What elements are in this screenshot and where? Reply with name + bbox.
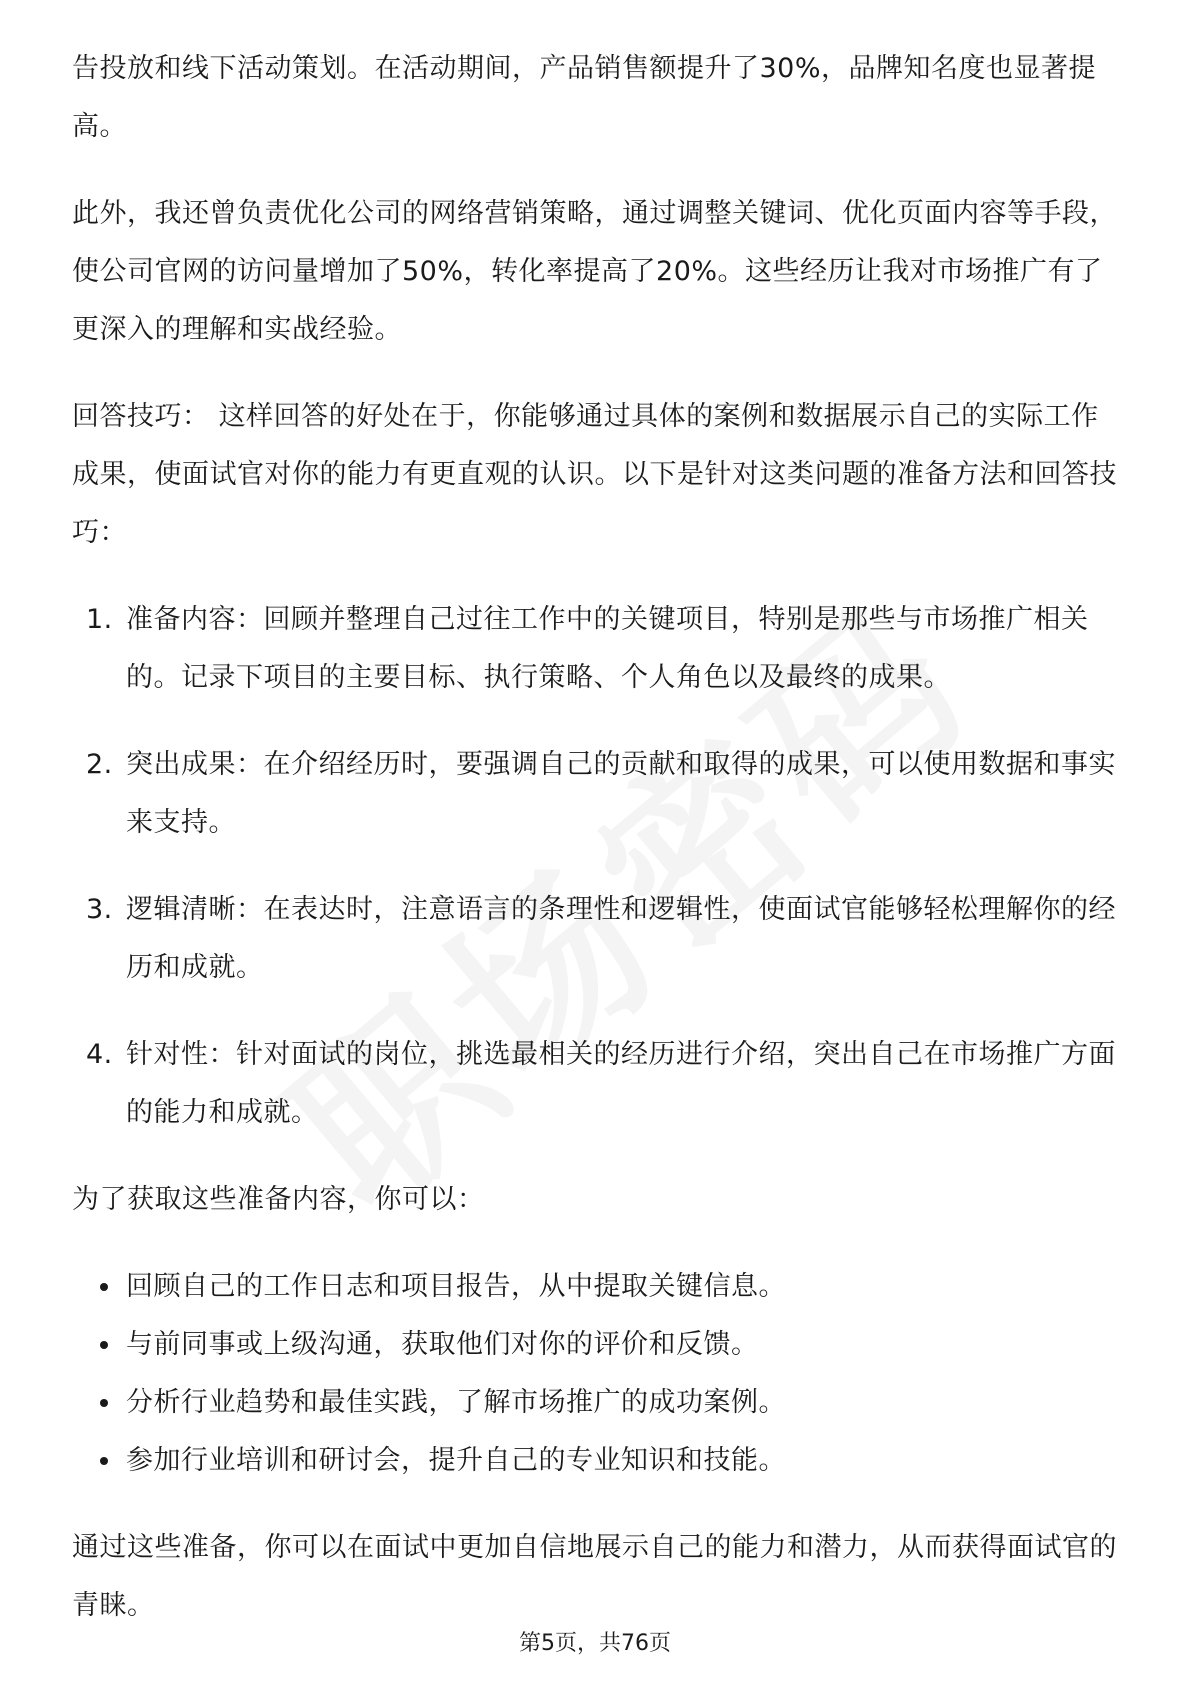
list-item [72, 1316, 1122, 1374]
paragraph-intro-continuation: 告投放和线下活动策划。在活动期间，产品销售额提升了30%，品牌知名度也显著提高。 [72, 53, 1097, 142]
paragraph-conclusion: 通过这些准备，你可以在面试中更加自信地展示自己的能力和潜力，从而获得面试官的青睐。 [72, 1532, 1117, 1621]
list-number: 1. [86, 604, 113, 635]
page-number-footer: 第5页，共76页 [519, 1631, 671, 1656]
paragraph-online-marketing: 此外，我还曾负责优化公司的网络营销策略，通过调整关键词、优化页面内容等手段，使公司官网的访问量增加了50%，转化率提高了20%。这些经历让我对市场推广有了更深入的理解和实战经验。 [72, 198, 1117, 345]
list-item-text: 参加行业培训和研讨会，提升自己的专业知识和技能。 [126, 1445, 786, 1476]
paragraph-how-to-prepare: 为了获取这些准备内容，你可以： [72, 1184, 485, 1215]
list-item-text: 针对性：针对面试的岗位，挑选最相关的经历进行介绍，突出自己在市场推广方面的能力和成就。 [126, 1039, 1116, 1128]
paragraph-answer-tips: 回答技巧： 这样回答的好处在于，你能够通过具体的案例和数据展示自己的实际工作成果，使面试官对你的能力有更直观的认识。以下是针对这类问题的准备方法和回答技巧： [72, 401, 1117, 548]
list-number: 3. [86, 894, 113, 925]
list-item-text: 准备内容：回顾并整理自己过往工作中的关键项目，特别是那些与市场推广相关的。记录下项目的主要目标、执行策略、个人角色以及最终的成果。 [126, 604, 1089, 693]
bullet-icon [100, 1341, 108, 1349]
list-item [72, 1374, 1122, 1432]
list-item-text: 与前同事或上级沟通，获取他们对你的评价和反馈。 [126, 1329, 759, 1360]
bullet-icon [100, 1283, 108, 1291]
list-item-text: 突出成果：在介绍经历时，要强调自己的贡献和取得的成果，可以使用数据和事实来支持。 [126, 749, 1116, 838]
list-item [72, 591, 1122, 707]
document-body [72, 40, 1122, 1664]
list-item [72, 1432, 1122, 1490]
list-number: 2. [86, 749, 113, 780]
list-item-text: 逻辑清晰：在表达时，注意语言的条理性和逻辑性，使面试官能够轻松理解你的经历和成就。 [126, 894, 1116, 983]
bullet-icon [100, 1399, 108, 1407]
list-item-text: 回顾自己的工作日志和项目报告，从中提取关键信息。 [126, 1271, 786, 1302]
numbered-list [72, 591, 1122, 1142]
list-number: 4. [86, 1039, 113, 1070]
bullet-list [72, 1258, 1122, 1490]
list-item [72, 1258, 1122, 1316]
bullet-icon [100, 1457, 108, 1465]
list-item-text: 分析行业趋势和最佳实践，了解市场推广的成功案例。 [126, 1387, 786, 1418]
list-item [72, 1026, 1122, 1142]
list-item [72, 881, 1122, 997]
list-item [72, 736, 1122, 852]
